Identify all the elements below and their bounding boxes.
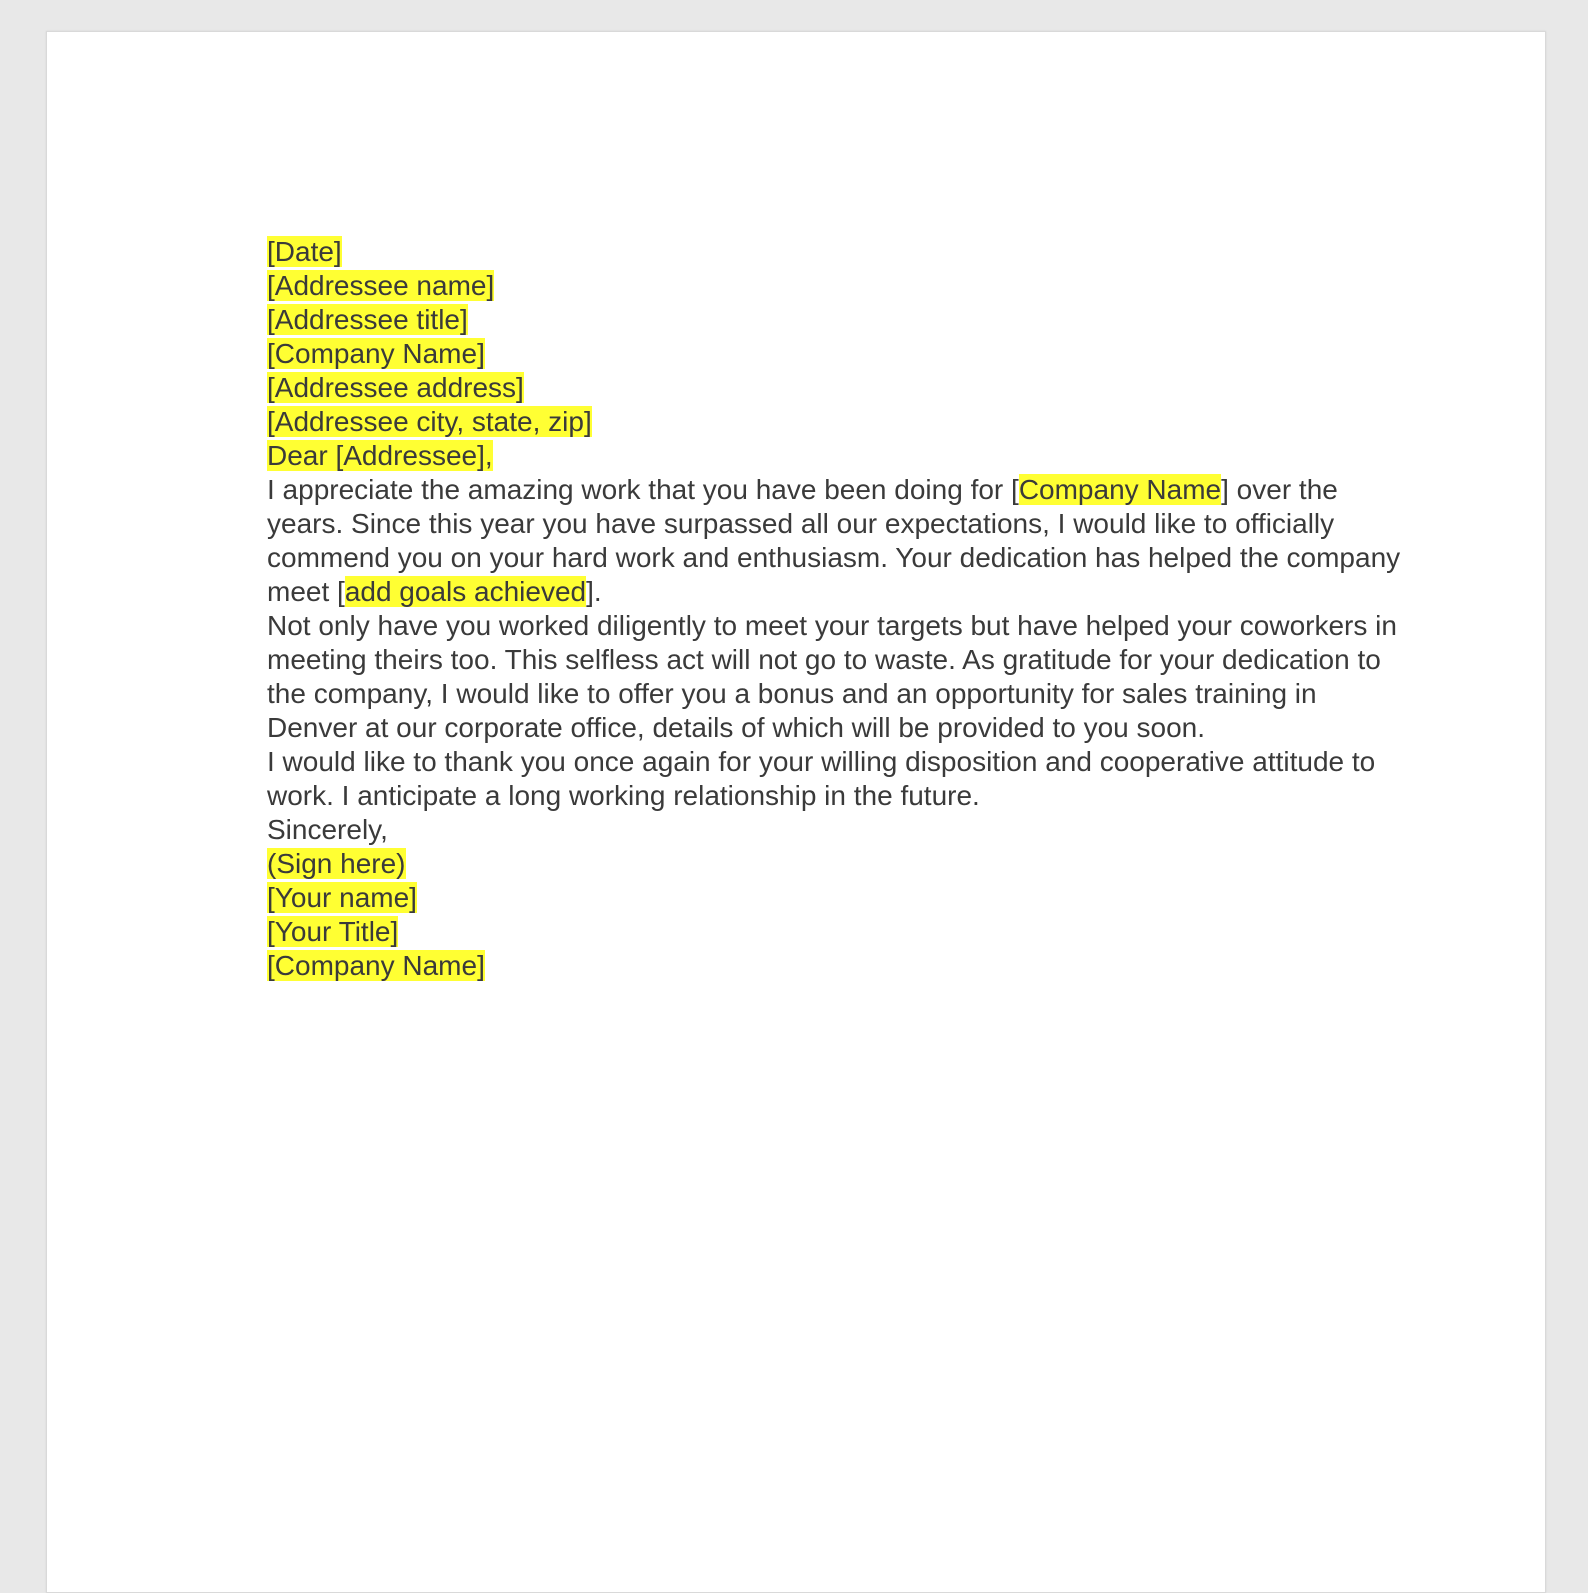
salutation-line xyxy=(267,439,1407,473)
paragraph-2: Not only have you worked diligently to meet your targets but have helped your coworkers in meeting theirs too. This selfless act will not go to waste. As gratitude for your dedication to the company, I would like to offer you a bonus and an opportunity for sales training in Denver at our corporate office, details of which will be provided to you soon. xyxy=(267,610,1397,743)
paragraph-1 xyxy=(267,473,1407,609)
paragraph-1-text-b: ] over the years. Since this year you have surpassed all our expectations, I would like to officially commend you on your hard work and enthusiasm. Your dedication has helped the company meet [ xyxy=(267,474,1401,607)
addressee-city-state-zip: [Addressee city, state, zip] xyxy=(267,406,592,437)
paragraph-1-goals-placeholder: add goals achieved xyxy=(344,576,587,607)
paragraph-1-text-a: I appreciate the amazing work that you have been doing for [ xyxy=(267,474,1019,505)
signature-title: [Your Title] xyxy=(267,916,399,947)
date-placeholder: [Date] xyxy=(267,236,342,267)
addressee-company: [Company Name] xyxy=(267,338,485,369)
salutation: Dear [Addressee], xyxy=(267,440,493,471)
signature-name: [Your name] xyxy=(267,882,417,913)
signature-block xyxy=(267,847,1407,983)
addressee-address: [Addressee address] xyxy=(267,372,524,403)
letter-body xyxy=(267,235,1407,983)
addressee-title: [Addressee title] xyxy=(267,304,468,335)
date-line xyxy=(267,235,1407,269)
closing: Sincerely, xyxy=(267,814,388,845)
paragraph-1-company-placeholder: Company Name xyxy=(1018,474,1222,505)
paragraph-3: I would like to thank you once again for your willing disposition and cooperative attitude to work. I anticipate a long working relationship in the future. xyxy=(267,746,1376,811)
signature-sign: (Sign here) xyxy=(267,848,406,879)
document-page xyxy=(46,31,1546,1593)
paragraph-1-text-c: ]. xyxy=(586,576,602,607)
addressee-block xyxy=(267,269,1407,439)
addressee-name: [Addressee name] xyxy=(267,270,495,301)
signature-company: [Company Name] xyxy=(267,950,485,981)
